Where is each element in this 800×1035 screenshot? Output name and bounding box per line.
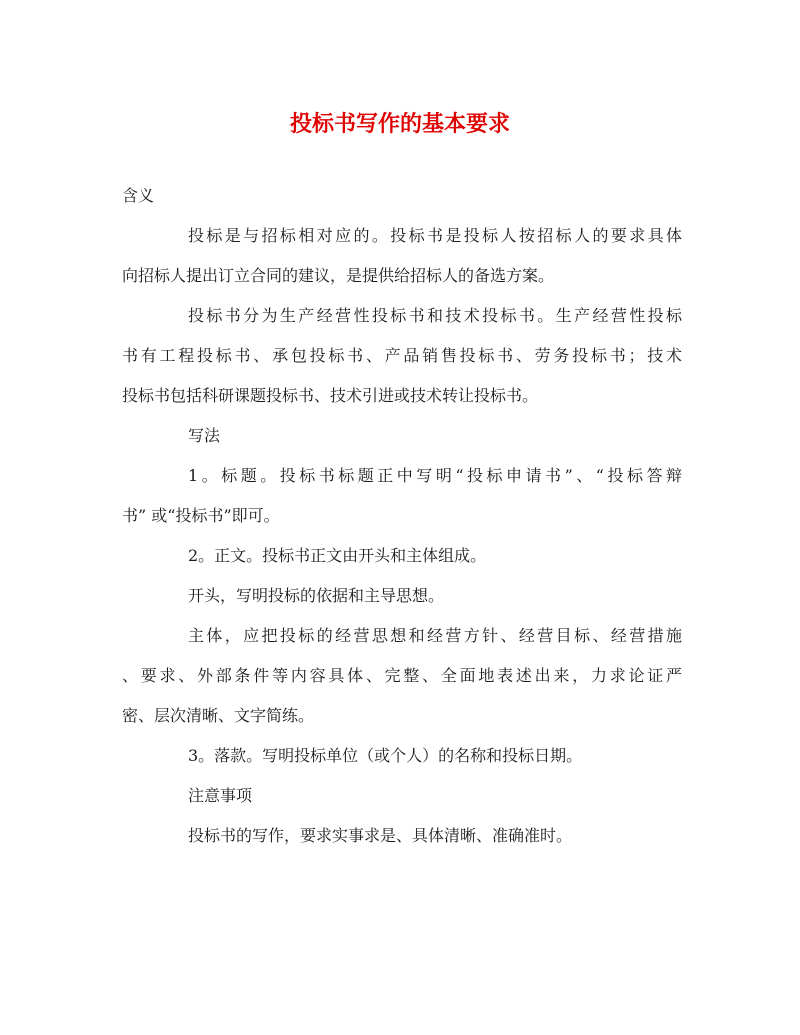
paragraph-line: 3。落款。写明投标单位（或个人）的名称和投标日期。	[188, 746, 583, 765]
document-title: 投标书写作的基本要求	[289, 111, 510, 137]
paragraph-line: 开头，写明投标的依据和主导思想。	[188, 586, 445, 605]
paragraph-line: 1。标题。投标书标题正中写明“投标申请书”、“投标答辩	[188, 466, 682, 485]
paragraph-line: 投标书包括科研课题投标书、技术引进或技术转让投标书。	[122, 386, 539, 405]
paragraph-line: 投标书的写作，要求实事求是、具体清晰、准确准时。	[188, 826, 573, 845]
paragraph-line: 、要求、外部条件等内容具体、完整、全面地表述出来，力求论证严	[122, 666, 682, 685]
paragraph-line: 书有工程投标书、承包投标书、产品销售投标书、劳务投标书；技术	[122, 346, 682, 365]
document-body	[122, 176, 682, 856]
section-heading-writing: 写法	[188, 426, 221, 445]
paragraph-line: 书” 或“投标书”即可。	[122, 506, 280, 525]
paragraph-line: 向招标人提出订立合同的建议，是提供给招标人的备选方案。	[122, 266, 555, 285]
paragraph-line: 密、层次清晰、文字简练。	[122, 706, 315, 725]
paragraph-line: 主体，应把投标的经营思想和经营方针、经营目标、经营措施	[188, 626, 682, 645]
paragraph-line: 2。正文。投标书正文由开头和主体组成。	[188, 546, 487, 565]
paragraph-line: 投标是与招标相对应的。投标书是投标人按招标人的要求具体	[188, 226, 682, 245]
section-heading-notes: 注意事项	[188, 786, 253, 805]
paragraph-line: 投标书分为生产经营性投标书和技术投标书。生产经营性投标	[188, 306, 682, 325]
section-heading-meaning: 含义	[122, 186, 155, 205]
